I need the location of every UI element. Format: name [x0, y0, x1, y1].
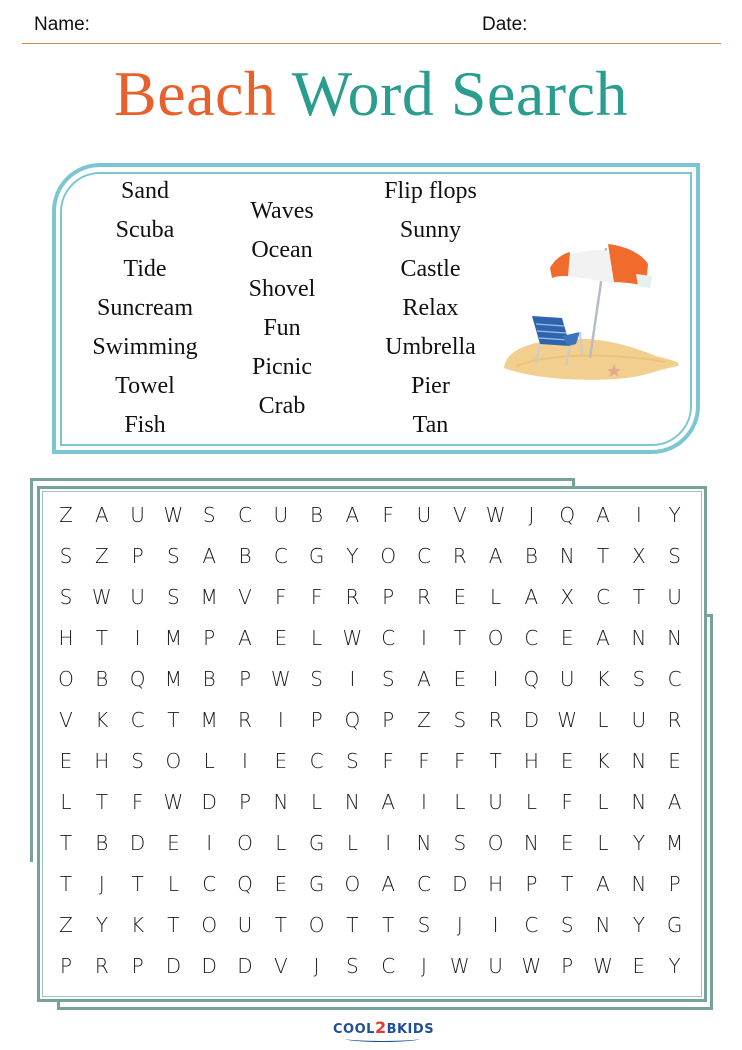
grid-letter[interactable]: O [344, 872, 361, 896]
grid-letter[interactable]: R [488, 708, 503, 732]
word-item: Pier [411, 373, 450, 399]
logo-text-cool: COOL [333, 1022, 375, 1037]
grid-letter[interactable]: Z [417, 708, 431, 732]
word-item: Tide [123, 256, 167, 282]
grid-letter[interactable]: D [201, 790, 217, 814]
grid-letter[interactable]: I [492, 667, 499, 691]
word-item: Sand [121, 178, 169, 204]
grid-letter[interactable]: E [453, 667, 467, 691]
grid-letter[interactable]: L [203, 749, 215, 773]
grid-letter[interactable]: L [311, 790, 323, 814]
word-item: Crab [258, 393, 306, 419]
grid-letter[interactable]: U [130, 503, 145, 527]
grid-letter[interactable]: P [382, 585, 395, 609]
grid-letter[interactable]: S [202, 503, 216, 527]
grid-letter[interactable]: F [454, 749, 466, 773]
page-title [0, 58, 742, 130]
grid-letter[interactable]: N [273, 790, 289, 814]
grid-letter[interactable]: D [523, 708, 540, 732]
grid-letter[interactable]: X [560, 585, 575, 609]
word-item: Shovel [248, 276, 316, 302]
grid-letter[interactable]: E [274, 626, 288, 650]
grid-letter[interactable]: T [95, 790, 108, 814]
grid-letter[interactable]: R [417, 585, 431, 609]
grid-letter[interactable]: T [596, 544, 610, 568]
grid-letter[interactable]: I [421, 626, 427, 650]
grid-letter[interactable]: W [485, 503, 506, 527]
grid-letter[interactable]: A [524, 585, 539, 609]
grid-letter[interactable]: B [95, 831, 109, 855]
grid-letter[interactable]: C [202, 872, 217, 896]
grid-letter[interactable]: Y [95, 913, 108, 937]
grid-letter[interactable]: C [130, 708, 145, 732]
grid-letter[interactable]: E [59, 749, 73, 773]
grid-letter[interactable]: P [131, 544, 144, 568]
grid-letter[interactable]: C [524, 626, 539, 650]
grid-letter[interactable]: Q [237, 872, 253, 896]
grid-letter[interactable]: P [525, 872, 538, 896]
grid-letter[interactable]: W [270, 667, 291, 691]
logo-text-bkids: BKIDS [386, 1022, 435, 1037]
grid-letter[interactable]: A [417, 667, 431, 691]
grid-letter[interactable]: Y [632, 913, 645, 937]
grid-letter[interactable]: K [131, 913, 145, 937]
grid-letter[interactable]: O [487, 626, 504, 650]
grid-letter[interactable]: W [449, 954, 470, 978]
grid-letter[interactable]: E [560, 831, 574, 855]
grid-row [48, 867, 688, 908]
grid-letter[interactable]: Z [59, 503, 73, 527]
grid-letter[interactable]: N [523, 831, 539, 855]
grid-letter[interactable]: H [523, 749, 539, 773]
grid-letter[interactable]: G [308, 872, 325, 896]
grid-letter[interactable]: E [668, 749, 681, 773]
grid-letter[interactable]: P [382, 708, 395, 732]
grid-letter[interactable]: C [381, 954, 396, 978]
grid-letter[interactable]: S [346, 954, 359, 978]
word-item: Sunny [399, 217, 462, 243]
grid-letter[interactable]: W [593, 954, 613, 978]
grid-letter[interactable]: P [561, 954, 574, 978]
grid-letter[interactable]: J [313, 954, 320, 978]
grid-letter[interactable]: U [130, 585, 145, 609]
grid-letter[interactable]: P [59, 954, 73, 978]
grid-letter[interactable]: N [344, 790, 360, 814]
grid-letter[interactable]: T [59, 872, 73, 896]
grid-letter[interactable]: N [667, 626, 683, 650]
grid-letter[interactable]: C [596, 585, 610, 609]
grid-letter[interactable]: K [596, 749, 610, 773]
grid-letter[interactable]: B [202, 667, 216, 691]
grid-letter[interactable]: A [596, 626, 610, 650]
grid-letter[interactable]: B [238, 544, 252, 568]
grid-letter[interactable]: S [453, 708, 467, 732]
grid-letter[interactable]: D [129, 831, 146, 855]
word-item: Ocean [251, 237, 313, 263]
grid-row [48, 949, 688, 990]
title-part-word-search: Word Search [291, 58, 628, 129]
grid-letter[interactable]: L [167, 872, 179, 896]
grid-letter[interactable]: E [453, 585, 467, 609]
grid-letter[interactable]: E [274, 749, 288, 773]
word-item: Castle [400, 256, 461, 282]
grid-letter[interactable]: O [165, 749, 182, 773]
grid-letter[interactable]: L [311, 626, 323, 650]
grid-letter[interactable]: I [277, 708, 284, 732]
grid-letter[interactable]: J [528, 503, 535, 527]
logo-text-2: 2 [374, 1018, 387, 1037]
grid-letter[interactable]: J [456, 913, 463, 937]
grid-letter[interactable]: F [382, 503, 394, 527]
grid-letter[interactable]: U [631, 708, 647, 732]
grid-letter[interactable]: R [345, 585, 360, 609]
date-label: Date: [482, 14, 528, 35]
grid-letter[interactable]: T [561, 872, 574, 896]
grid-letter[interactable]: Q [129, 667, 146, 691]
grid-letter[interactable]: M [164, 626, 183, 650]
grid-row [48, 621, 688, 662]
word-item: Picnic [252, 354, 312, 380]
word-item: Suncream [97, 295, 193, 321]
grid-letter[interactable]: S [417, 913, 431, 937]
grid-letter[interactable]: I [134, 626, 141, 650]
grid-letter[interactable]: B [524, 544, 538, 568]
grid-letter[interactable]: W [557, 708, 578, 732]
grid-letter[interactable]: Y [668, 503, 681, 527]
grid-letter[interactable]: S [59, 544, 73, 568]
grid-letter[interactable]: H [58, 626, 74, 650]
grid-letter[interactable]: V [238, 585, 252, 609]
grid-letter[interactable]: D [452, 872, 468, 896]
grid-row [48, 744, 688, 785]
grid-letter[interactable]: U [416, 503, 432, 527]
grid-letter[interactable]: E [560, 626, 574, 650]
grid-letter[interactable]: S [632, 667, 646, 691]
name-date-header [22, 0, 721, 44]
grid-letter[interactable]: U [237, 913, 253, 937]
grid-letter[interactable]: T [131, 872, 144, 896]
grid-letter[interactable]: B [95, 667, 109, 691]
grid-letter[interactable]: G [666, 913, 683, 937]
word-item: Scuba [115, 217, 175, 243]
grid-letter[interactable]: W [163, 503, 184, 527]
grid-letter[interactable]: I [349, 667, 356, 691]
grid-letter[interactable]: Q [559, 503, 576, 527]
grid-letter[interactable]: F [561, 790, 573, 814]
grid-letter[interactable]: U [273, 503, 289, 527]
grid-letter[interactable]: H [488, 872, 504, 896]
word-item: Fun [263, 315, 301, 341]
word-item: Swimming [92, 334, 198, 360]
grid-letter[interactable]: N [631, 872, 647, 896]
grid-letter[interactable]: C [524, 913, 539, 937]
grid-letter[interactable]: O [487, 831, 504, 855]
grid-letter[interactable]: X [631, 544, 646, 568]
grid-letter[interactable]: C [417, 544, 431, 568]
grid-letter[interactable]: O [237, 831, 253, 855]
grid-letter[interactable]: D [201, 954, 217, 978]
grid-letter[interactable]: U [667, 585, 682, 609]
grid-letter[interactable]: E [632, 954, 646, 978]
grid-letter[interactable]: S [381, 667, 395, 691]
grid-letter[interactable]: V [452, 503, 467, 527]
grid-letter[interactable]: L [454, 790, 466, 814]
grid-letter[interactable]: U [559, 667, 575, 691]
grid-letter[interactable]: L [597, 831, 609, 855]
grid-letter[interactable]: M [164, 667, 183, 691]
grid-letter[interactable]: N [631, 626, 647, 650]
grid-letter[interactable]: P [238, 790, 252, 814]
grid-letter[interactable]: K [95, 708, 109, 732]
grid-letter[interactable]: E [274, 872, 288, 896]
grid-letter[interactable]: G [308, 831, 325, 855]
grid-letter[interactable]: A [488, 544, 503, 568]
grid-letter[interactable]: N [631, 749, 647, 773]
grid-row [48, 826, 688, 867]
grid-letter[interactable]: M [200, 585, 218, 609]
grid-letter[interactable]: Z [94, 544, 109, 568]
grid-letter[interactable]: A [381, 872, 396, 896]
grid-letter[interactable]: S [167, 585, 180, 609]
grid-letter[interactable]: T [489, 749, 502, 773]
grid-letter[interactable]: V [273, 954, 288, 978]
grid-letter[interactable]: L [346, 831, 358, 855]
word-item: Umbrella [385, 334, 476, 360]
grid-letter[interactable]: F [131, 790, 144, 814]
grid-letter[interactable]: E [167, 831, 180, 855]
grid-letter[interactable]: T [382, 913, 395, 937]
grid-letter[interactable]: G [308, 544, 325, 568]
grid-letter[interactable]: C [417, 872, 431, 896]
grid-letter[interactable]: E [560, 749, 574, 773]
grid-letter[interactable]: U [488, 954, 503, 978]
grid-letter[interactable]: P [238, 667, 252, 691]
grid-letter[interactable]: C [273, 544, 288, 568]
grid-letter[interactable]: P [131, 954, 144, 978]
beach-umbrella-chair-icon [496, 236, 686, 386]
grid-letter[interactable]: T [632, 585, 645, 609]
grid-letter[interactable]: F [275, 585, 287, 609]
grid-row [48, 785, 688, 826]
grid-letter[interactable]: Z [59, 913, 73, 937]
grid-letter[interactable]: N [559, 544, 575, 568]
grid-letter[interactable]: N [631, 790, 647, 814]
grid-letter[interactable]: F [310, 585, 323, 609]
grid-letter[interactable]: S [167, 544, 180, 568]
grid-row [48, 908, 688, 949]
grid-letter[interactable]: C [381, 626, 396, 650]
grid-letter[interactable]: A [667, 790, 682, 814]
grid-letter[interactable]: S [310, 667, 323, 691]
grid-letter[interactable]: L [597, 708, 609, 732]
grid-letter[interactable]: Q [344, 708, 361, 732]
grid-letter[interactable]: Y [632, 831, 645, 855]
grid-letter[interactable]: A [381, 790, 396, 814]
grid-row [48, 539, 688, 580]
grid-letter[interactable]: A [238, 626, 252, 650]
grid-letter[interactable]: A [596, 872, 610, 896]
grid-letter[interactable]: I [421, 790, 427, 814]
grid-letter[interactable]: S [59, 585, 73, 609]
grid-letter[interactable]: A [94, 503, 109, 527]
grid-letter[interactable]: S [668, 544, 681, 568]
word-item: Tan [412, 412, 449, 438]
grid-letter[interactable]: T [95, 626, 108, 650]
grid-letter[interactable]: R [94, 954, 109, 978]
grid-letter[interactable]: Q [523, 667, 540, 691]
grid-letter[interactable]: A [202, 544, 217, 568]
grid-letter[interactable]: J [421, 954, 427, 978]
word-item: Flip flops [384, 178, 477, 204]
grid-letter[interactable]: P [310, 708, 323, 732]
grid-letter[interactable]: Y [346, 544, 359, 568]
grid-row [48, 662, 688, 703]
grid-letter[interactable]: H [94, 749, 110, 773]
grid-letter[interactable]: I [492, 913, 499, 937]
grid-letter[interactable]: R [667, 708, 682, 732]
grid-letter[interactable]: C [667, 667, 682, 691]
grid-letter[interactable]: U [488, 790, 503, 814]
grid-letter[interactable]: S [453, 831, 467, 855]
grid-letter[interactable]: A [345, 503, 360, 527]
grid-letter[interactable]: S [131, 749, 144, 773]
grid-letter[interactable]: O [201, 913, 218, 937]
grid-letter[interactable]: B [310, 503, 324, 527]
grid-letter[interactable]: T [167, 708, 180, 732]
grid-letter[interactable]: P [668, 872, 681, 896]
grid-letter[interactable]: S [346, 749, 359, 773]
grid-row [48, 703, 688, 744]
grid-letter[interactable]: I [385, 831, 392, 855]
grid-letter[interactable]: N [595, 913, 611, 937]
grid-letter[interactable]: J [98, 872, 105, 896]
grid-letter[interactable]: N [416, 831, 432, 855]
grid-letter[interactable]: T [59, 831, 73, 855]
grid-letter[interactable]: L [275, 831, 287, 855]
grid-row [48, 498, 688, 539]
grid-letter[interactable]: L [597, 790, 609, 814]
grid-letter[interactable]: A [596, 503, 610, 527]
grid-letter[interactable]: W [91, 585, 112, 609]
grid-letter[interactable]: D [237, 954, 253, 978]
grid-letter[interactable]: F [418, 749, 430, 773]
word-item: Fish [124, 412, 166, 438]
grid-letter[interactable]: T [346, 913, 359, 937]
grid-letter[interactable]: L [490, 585, 502, 609]
grid-letter[interactable]: W [521, 954, 542, 978]
grid-letter[interactable]: I [206, 831, 213, 855]
grid-letter[interactable]: M [200, 708, 218, 732]
word-item: Relax [402, 295, 459, 321]
grid-letter[interactable]: R [452, 544, 467, 568]
grid-letter[interactable]: O [308, 913, 325, 937]
grid-letter[interactable]: K [596, 667, 610, 691]
grid-letter[interactable]: I [242, 749, 248, 773]
grid-letter[interactable]: M [665, 831, 684, 855]
grid-letter[interactable]: Y [668, 954, 681, 978]
grid-letter[interactable]: I [635, 503, 642, 527]
grid-letter[interactable]: R [238, 708, 252, 732]
grid-letter[interactable]: T [453, 626, 466, 650]
grid-letter[interactable]: L [60, 790, 72, 814]
grid-letter[interactable]: C [309, 749, 324, 773]
logo-swoosh-icon [345, 1035, 420, 1042]
grid-letter[interactable]: T [274, 913, 287, 937]
grid-letter[interactable]: F [382, 749, 394, 773]
name-label: Name: [34, 14, 90, 35]
grid-letter[interactable]: C [238, 503, 252, 527]
grid-letter[interactable]: P [203, 626, 216, 650]
grid-letter[interactable]: T [167, 913, 180, 937]
grid-letter[interactable]: W [342, 626, 363, 650]
grid-letter[interactable]: V [59, 708, 73, 732]
grid-row [48, 580, 688, 621]
word-item: Towel [115, 373, 175, 399]
grid-letter[interactable]: S [560, 913, 574, 937]
grid-letter[interactable]: D [165, 954, 182, 978]
title-part-beach: Beach [114, 58, 277, 129]
word-item: Waves [250, 198, 314, 224]
grid-letter[interactable]: O [380, 544, 397, 568]
grid-letter[interactable]: O [58, 667, 74, 691]
grid-letter[interactable]: W [163, 790, 184, 814]
grid-letter[interactable]: L [525, 790, 537, 814]
